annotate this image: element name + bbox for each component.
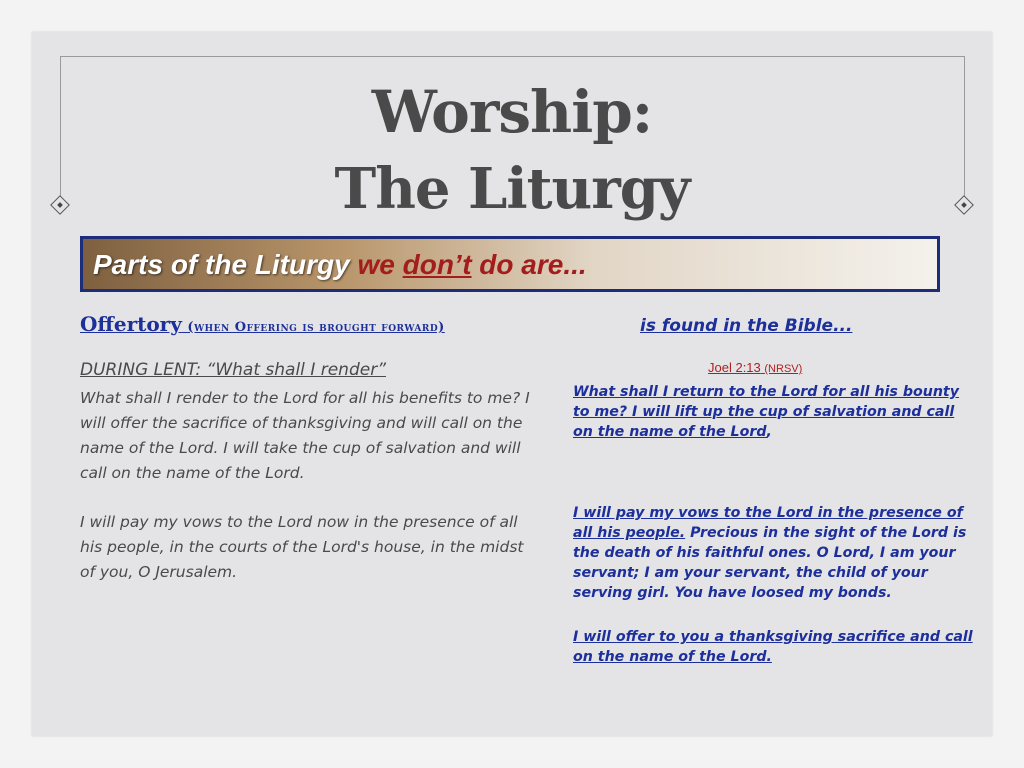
- banner-text-do-are: do are...: [471, 249, 587, 280]
- title-line-1: Worship:: [371, 78, 653, 146]
- offertory-heading: [80, 312, 445, 336]
- bible-heading: is found in the Bible...: [640, 316, 853, 336]
- banner-text-we: we: [357, 249, 403, 280]
- scripture-reference-book: Joel 2:13: [708, 360, 761, 375]
- parts-banner: [80, 236, 940, 292]
- title-line-2: The Liturgy: [334, 156, 690, 222]
- frame-top-line: [60, 56, 964, 57]
- banner-text-dont: don’t: [402, 249, 472, 280]
- scripture-reference: [708, 360, 802, 375]
- verse-2-underlined: I will pay my vows to the Lord in the presence of all his people.: [573, 505, 963, 541]
- lent-paragraph-2: I will pay my vows to the Lord now in the presence of all his people, in the courts of the Lord's house, in the midst of you, O Jerusalem.: [80, 513, 524, 581]
- scripture-verse-2: [573, 503, 973, 603]
- offertory-subtitle: (when Offering is brought forward): [187, 320, 445, 335]
- verse-3-text: I will offer to you a thanksgiving sacrifice and call on the name of the Lord.: [573, 629, 973, 665]
- lent-paragraph-1: What shall I render to the Lord for all his benefits to me? I will offer the sacrifice of thanksgiving and will call on the name of the Lord. I will take the cup of salvation and will call on the name of the Lord.: [80, 389, 530, 482]
- verse-2-rest: Precious in the sight of the Lord is the death of his faithful ones. O Lord, I am your servant; I am your servant, the child of your serving girl. You have loosed my bonds.: [573, 525, 967, 601]
- lent-heading: DURING LENT: “What shall I render”: [80, 360, 386, 380]
- scripture-version: (NRSV): [764, 363, 803, 375]
- scripture-verse-3: [573, 627, 973, 667]
- verse-1-text: What shall I return to the Lord for all his bounty to me? I will lift up the cup of salvation and call on the name of the Lord: [573, 384, 959, 440]
- slide: [32, 32, 992, 736]
- offertory-title: Offertory: [80, 312, 182, 336]
- scripture-verse-1: [573, 382, 973, 442]
- banner-text: [93, 249, 587, 281]
- banner-text-white: Parts of the Liturgy: [93, 249, 358, 280]
- verse-1-tail: ,: [766, 424, 772, 440]
